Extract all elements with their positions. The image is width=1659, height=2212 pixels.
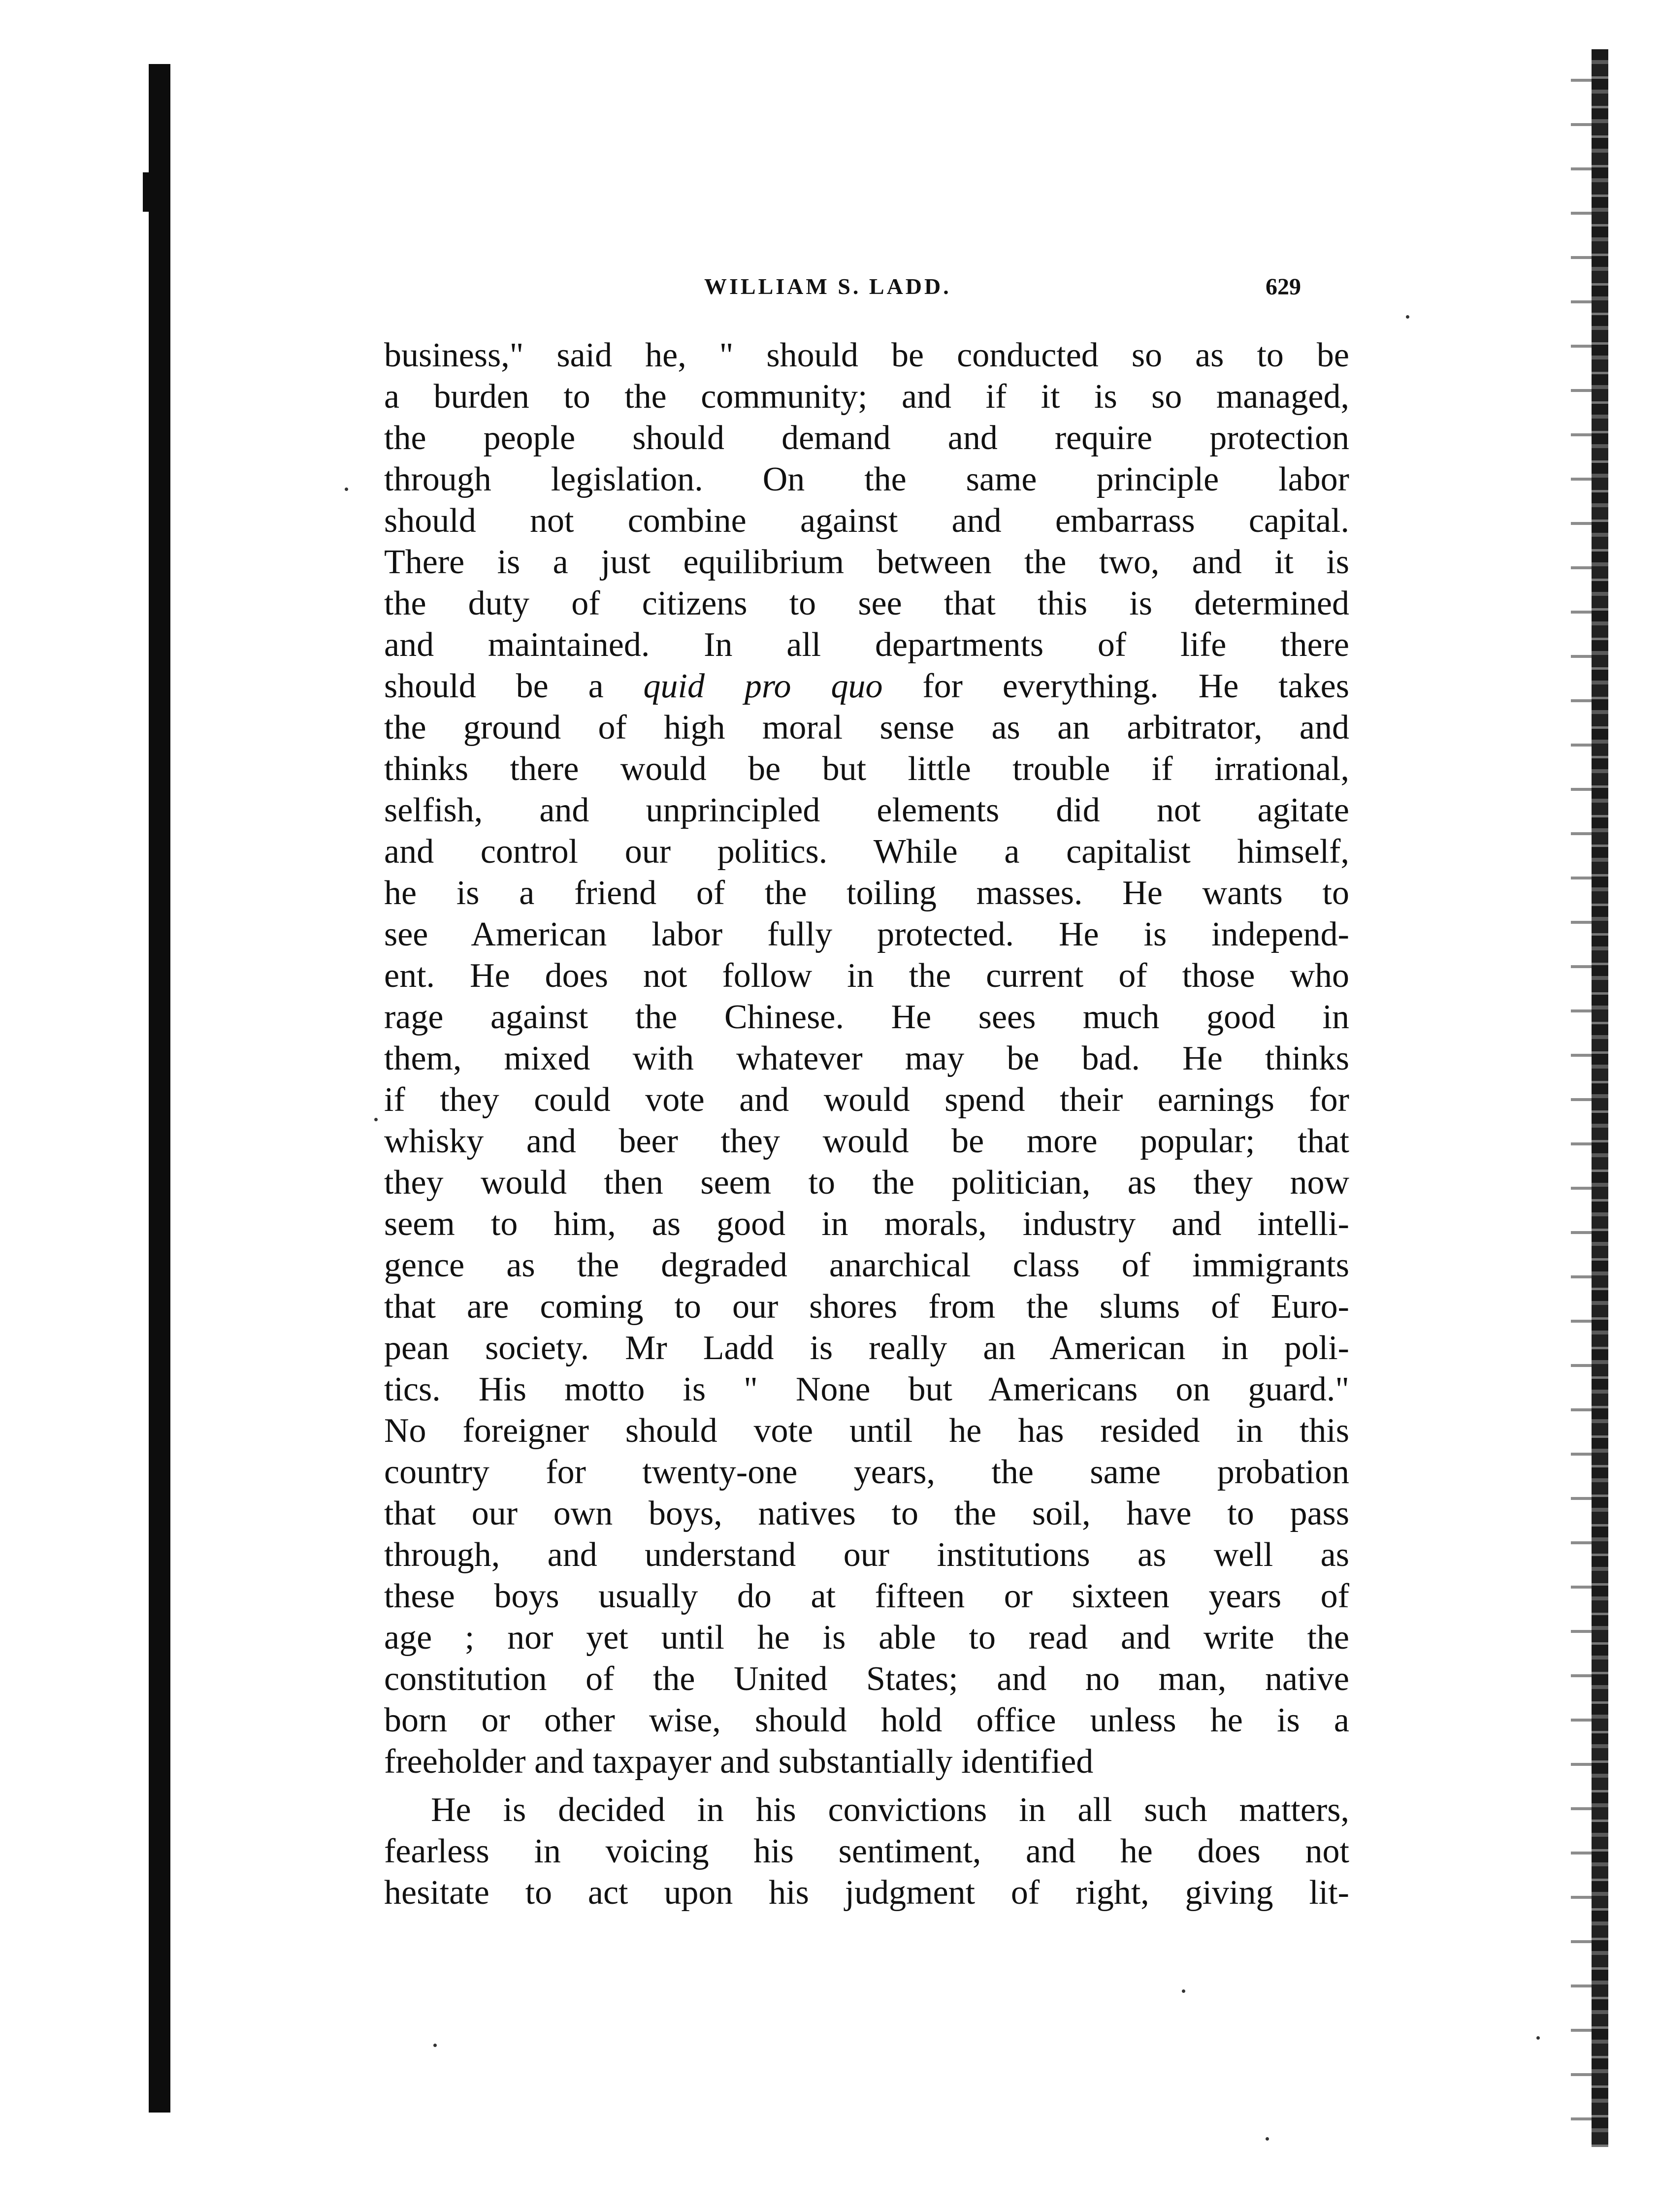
paragraph <box>384 335 1349 1783</box>
scan-speck <box>433 2044 437 2047</box>
scan-speck <box>345 488 348 491</box>
text-line: the ground of high moral sense as an arbitrator, and <box>384 709 1349 747</box>
text-line: There is a just equilibrium between the two, and it is <box>384 543 1349 581</box>
text-line: they would then seem to the politician, as they now <box>384 1164 1349 1202</box>
text-line: He is decided in his convictions in all such matters, <box>431 1791 1349 1829</box>
text-line: them, mixed with whatever may be bad. He thinks <box>384 1040 1349 1077</box>
text-line: tics. His motto is " None but Americans on guard." <box>384 1370 1349 1408</box>
page-number: 629 <box>1266 274 1301 300</box>
scan-border-left <box>149 64 170 2113</box>
text-line: born or other wise, should hold office unless he is a <box>384 1701 1349 1739</box>
paragraph-gap <box>384 1783 1349 1789</box>
scan-border-right-fringe <box>1571 59 1592 2127</box>
text-line: thinks there would be but little trouble if irrational, <box>384 750 1349 788</box>
text-line: seem to him, as good in morals, industry and intelli- <box>384 1205 1349 1243</box>
text-line: gence as the degraded anarchical class of immigrants <box>384 1246 1349 1284</box>
text-line: No foreigner should vote until he has resided in this <box>384 1412 1349 1450</box>
text-line: if they could vote and would spend their earnings for <box>384 1081 1349 1119</box>
body-text <box>384 335 1349 1914</box>
scan-speck <box>1406 315 1409 319</box>
text-line: business," said he, " should be conducted so as to be <box>384 336 1349 374</box>
text-line: hesitate to act upon his judgment of right, giving lit- <box>384 1874 1349 1912</box>
text-line: these boys usually do at fifteen or sixteen years of <box>384 1577 1349 1615</box>
text-line: rage against the Chinese. He sees much good in <box>384 998 1349 1036</box>
scan-speck <box>1266 2137 1269 2141</box>
text-fragment: should be a <box>384 667 644 705</box>
text-line: the people should demand and require protection <box>384 419 1349 457</box>
text-line: and maintained. In all departments of life there <box>384 626 1349 664</box>
text-line: see American labor fully protected. He is independ- <box>384 915 1349 953</box>
text-line: that are coming to our shores from the slums of Euro- <box>384 1288 1349 1326</box>
text-line: should not combine against and embarrass capital. <box>384 502 1349 540</box>
paragraph <box>384 1789 1349 1914</box>
text-line: freeholder and taxpayer and substantially identified <box>384 1743 1094 1781</box>
running-head <box>379 273 1315 308</box>
scan-speck <box>374 1118 378 1121</box>
text-line: selfish, and unprincipled elements did not agitate <box>384 791 1349 829</box>
text-line: the duty of citizens to see that this is determined <box>384 585 1349 622</box>
text-line: fearless in voicing his sentiment, and he does not <box>384 1832 1349 1870</box>
text-line: a burden to the community; and if it is so managed, <box>384 378 1349 416</box>
text-line: he is a friend of the toiling masses. He wants to <box>384 874 1349 912</box>
text-line: pean society. Mr Ladd is really an American in poli- <box>384 1329 1349 1367</box>
italic-phrase: quid pro quo <box>643 667 883 705</box>
scan-speck <box>1536 2036 1540 2040</box>
text-line: country for twenty-one years, the same probation <box>384 1453 1349 1491</box>
text-line: ent. He does not follow in the current of those who <box>384 957 1349 995</box>
text-line-quid-pro-quo <box>384 666 1349 707</box>
scan-speck <box>1182 1989 1185 1993</box>
scan-border-left-notch <box>143 172 151 212</box>
text-line: through, and understand our institutions as well as <box>384 1536 1349 1574</box>
text-fragment: for everything. He takes <box>882 667 1349 705</box>
text-line: and control our politics. While a capitalist himself, <box>384 833 1349 871</box>
text-line: through legislation. On the same principle labor <box>384 460 1349 498</box>
text-line: that our own boys, natives to the soil, have to pass <box>384 1495 1349 1532</box>
text-line: whisky and beer they would be more popular; that <box>384 1122 1349 1160</box>
text-line: constitution of the United States; and no man, native <box>384 1660 1349 1698</box>
scan-border-right <box>1592 49 1608 2147</box>
running-title: WILLIAM S. LADD. <box>704 274 951 299</box>
text-line: age ; nor yet until he is able to read and write the <box>384 1619 1349 1657</box>
